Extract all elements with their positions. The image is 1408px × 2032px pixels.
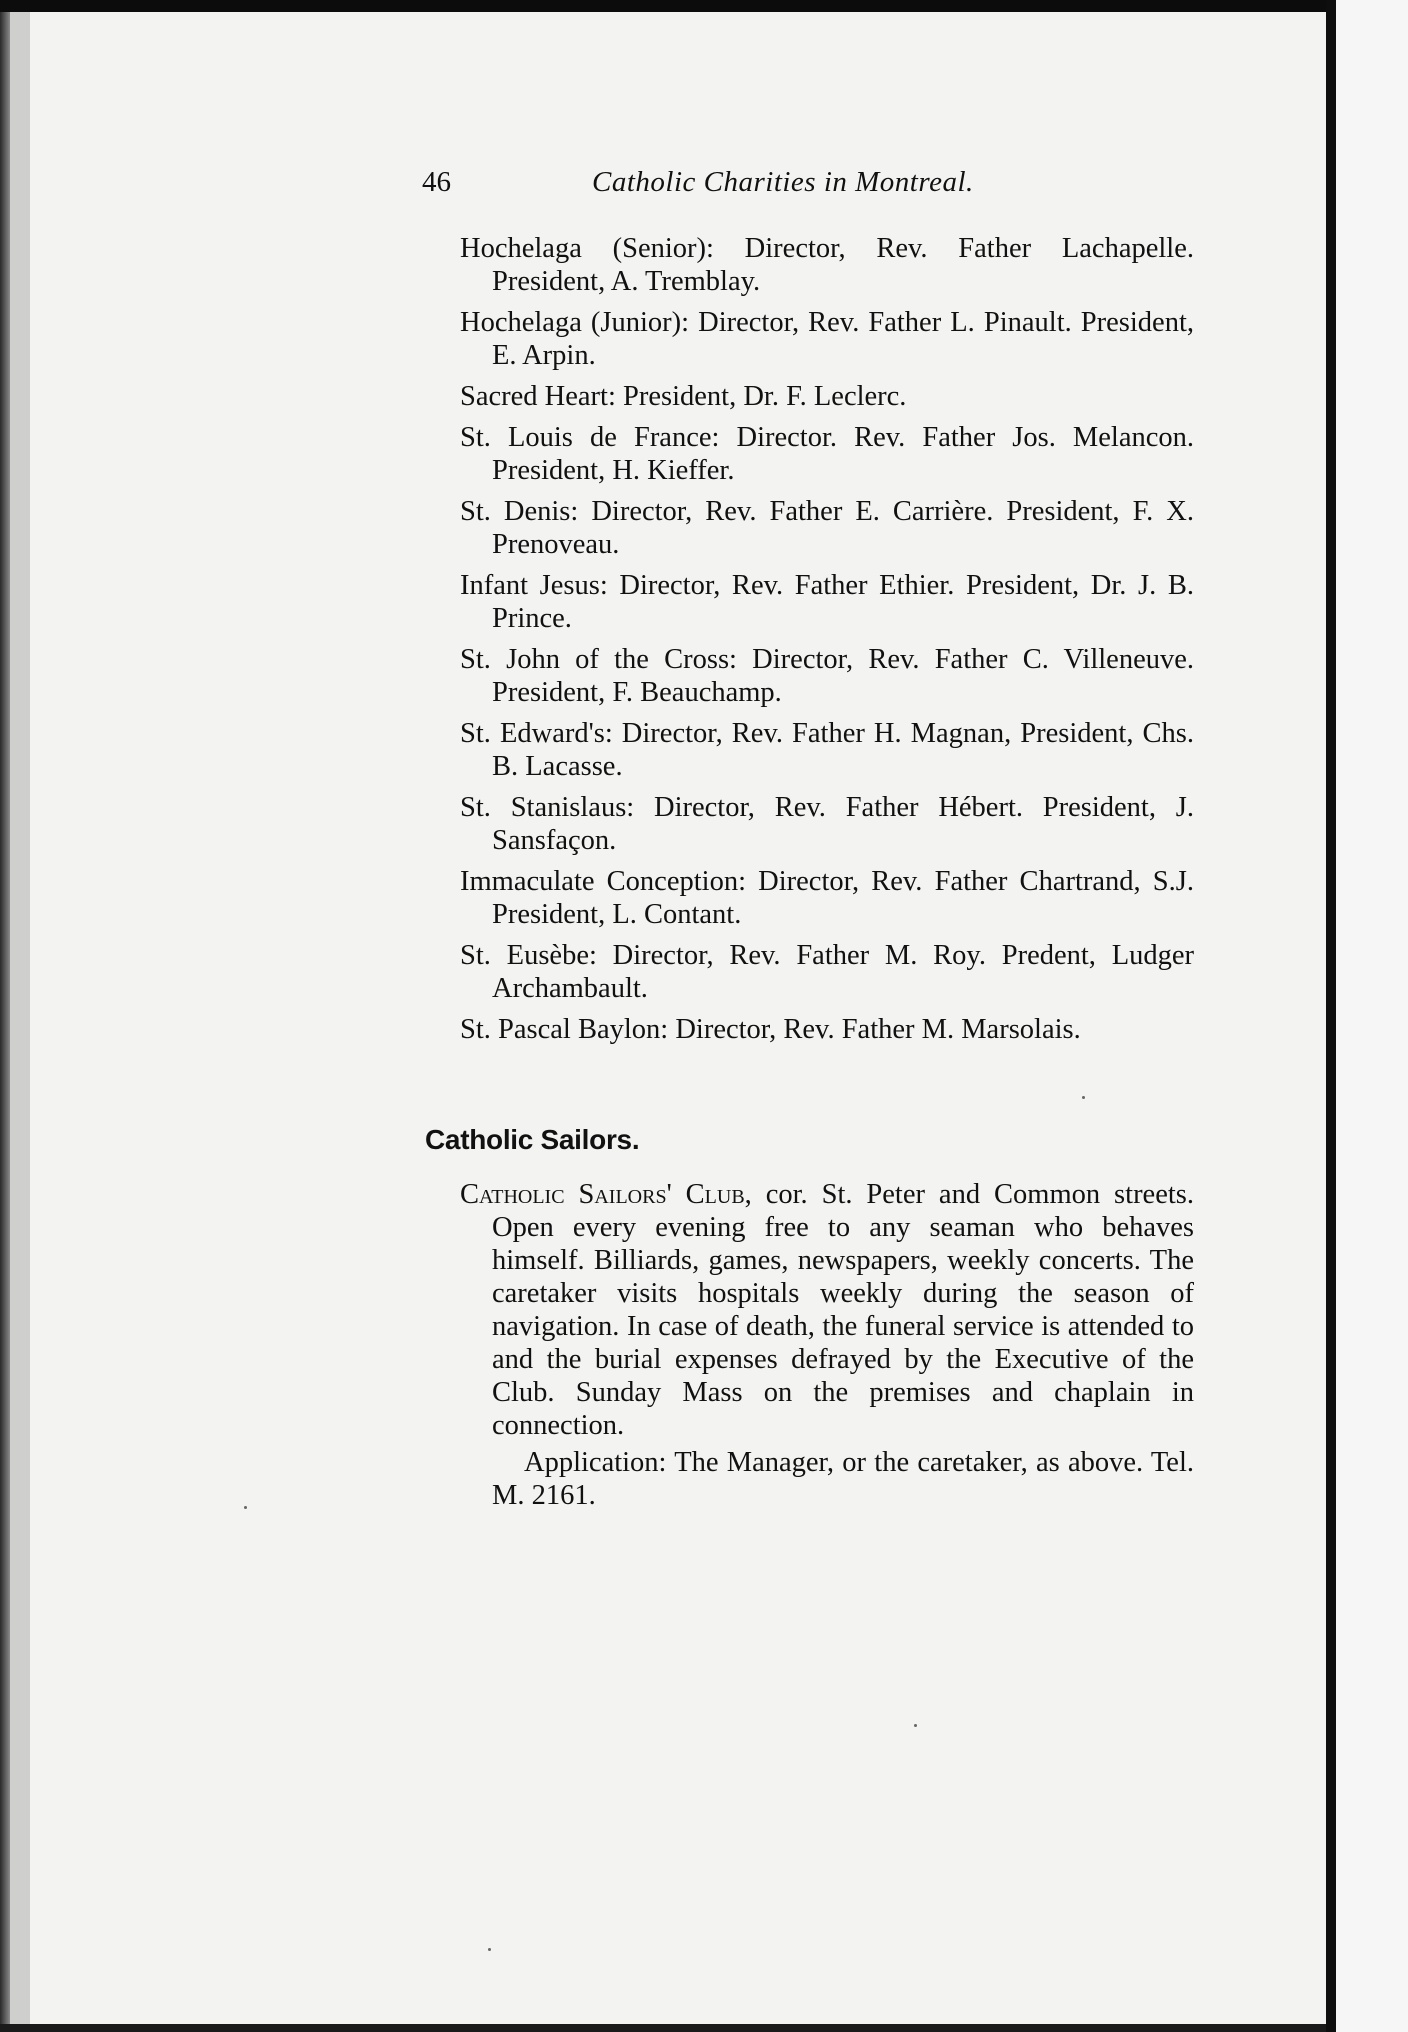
section-heading: Catholic Sailors. (425, 1124, 640, 1155)
scan-speck (914, 1724, 917, 1727)
scan-page-divider (1326, 0, 1336, 2032)
list-item: St. John of the Cross: Director, Rev. Father C. Villeneuve. President, F. Beauchamp. (460, 644, 1194, 708)
scan-top-edge (0, 0, 1326, 12)
list-item: St. Pascal Baylon: Director, Rev. Father M. Marsolais. (460, 1014, 1081, 1045)
list-item: St. Louis de France: Director. Rev. Father Jos. Melancon. President, H. Kieffer. (460, 422, 1194, 486)
list-item: St. Edward's: Director, Rev. Father H. Magnan, President, Chs. B. Lacasse. (460, 718, 1194, 782)
sailors-club-description (460, 1178, 1194, 1512)
list-item: Immaculate Conception: Director, Rev. Father Chartrand, S.J. President, L. Contant. (460, 866, 1194, 930)
list-item: Infant Jesus: Director, Rev. Father Ethier. President, Dr. J. B. Prince. (460, 570, 1194, 634)
running-title: Catholic Charities in Montreal. (592, 166, 974, 198)
list-item: St. Denis: Director, Rev. Father E. Carrière. President, F. X. Prenoveau. (460, 496, 1194, 560)
list-item: Sacred Heart: President, Dr. F. Leclerc. (460, 381, 907, 412)
scan-speck (244, 1506, 247, 1509)
page-gutter-shadow (0, 12, 10, 2024)
list-item: St. Eusèbe: Director, Rev. Father M. Roy. Predent, Ludger Archambault. (460, 940, 1194, 1004)
club-text: , cor. St. Peter and Common streets. Open every evening free to any seaman who behaves himself. Billiards, games, newspapers, weekly concerts. The caretaker visits hospitals weekly during the season of navigation. In case of death, the funeral service is attended to and the burial expenses defrayed by the Executive of the Club. Sunday Mass on the premises and chaplain in connection. (492, 1179, 1194, 1441)
parish-entries-list (460, 232, 1194, 1054)
application-paragraph: Application: The Manager, or the caretaker, as above. Tel. M. 2161. (492, 1447, 1194, 1511)
page-header (422, 166, 1112, 206)
club-paragraph (460, 1178, 1194, 1442)
list-item: St. Stanislaus: Director, Rev. Father Hébert. President, J. Sansfaçon. (460, 792, 1194, 856)
facing-page-edge (1336, 0, 1408, 2032)
scan-speck (488, 1948, 491, 1951)
page-number: 46 (422, 166, 451, 198)
list-item: Hochelaga (Senior): Director, Rev. Father Lachapelle. President, A. Tremblay. (460, 233, 1194, 297)
scan-speck (1082, 1096, 1085, 1099)
club-name: Catholic Sailors' Club (460, 1179, 745, 1210)
list-item: Hochelaga (Junior): Director, Rev. Father L. Pinault. President, E. Arpin. (460, 307, 1194, 371)
